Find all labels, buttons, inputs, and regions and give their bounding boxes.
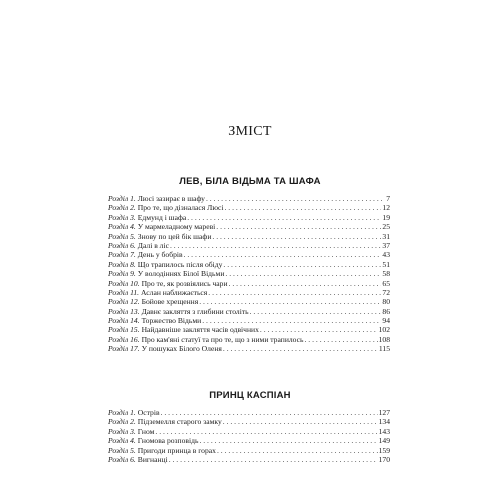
chapter-title: Гном: [137, 426, 155, 436]
dot-leader: [216, 222, 381, 231]
chapter-label: Розділ 2.: [108, 203, 136, 213]
dot-leader: [250, 307, 382, 316]
page-number: 159: [378, 445, 390, 455]
page-number: 102: [378, 325, 390, 335]
chapter-label: Розділ 13.: [108, 306, 140, 316]
page-number: 51: [382, 259, 390, 269]
dot-leader: [206, 194, 385, 203]
dot-leader: [225, 269, 381, 278]
chapter-title: Едмунд і шафа: [137, 212, 187, 222]
dot-leader: [155, 427, 377, 436]
page-number: 108: [378, 334, 390, 344]
toc-list-section-1: [108, 194, 390, 354]
page-number: 80: [382, 297, 390, 307]
chapter-label: Розділ 8.: [108, 259, 136, 269]
page-number: 115: [378, 344, 390, 354]
chapter-title: Аслан наближається: [141, 287, 208, 297]
chapter-title: Про те, що дізналася Люсі: [137, 203, 224, 213]
page-number: 143: [378, 426, 390, 436]
page-number: 37: [382, 240, 390, 250]
toc-entry: [108, 335, 390, 344]
page-number: 149: [378, 436, 390, 446]
dot-leader: [199, 436, 377, 445]
toc-entry: [108, 194, 390, 203]
toc-entry: [108, 325, 390, 334]
chapter-label: Розділ 12.: [108, 297, 140, 307]
chapter-title: Про кам'яні статуї та про те, що з ними трапилось: [141, 334, 304, 344]
toc-entry: [108, 250, 390, 259]
dot-leader: [208, 288, 381, 297]
dot-leader: [223, 344, 378, 353]
dot-leader: [305, 335, 378, 344]
chapter-title: Пригоди принца в горах: [137, 445, 216, 455]
dot-leader: [202, 316, 381, 325]
toc-entry: [108, 307, 390, 316]
chapter-label: Розділ 7.: [108, 250, 136, 260]
dot-leader: [199, 297, 381, 306]
chapter-label: Розділ 14.: [108, 316, 140, 326]
chapter-label: Розділ 16.: [108, 334, 140, 344]
chapter-label: Розділ 17.: [108, 344, 140, 354]
toc-entry: [108, 232, 390, 241]
chapter-label: Розділ 5.: [108, 231, 136, 241]
chapter-title: У мармеладному мареві: [137, 222, 216, 232]
toc-entry: [108, 297, 390, 306]
toc-list-section-2: [108, 408, 390, 464]
chapter-title: Гномова розповідь: [137, 436, 199, 446]
page-number: 25: [382, 222, 390, 232]
chapter-title: Острів: [137, 408, 160, 417]
dot-leader: [223, 260, 381, 269]
dot-leader: [212, 232, 381, 241]
page-number: 12: [382, 203, 390, 213]
chapter-title: Підземелля старого замку: [137, 417, 222, 427]
page-number: 127: [378, 408, 390, 417]
toc-entry: [108, 241, 390, 250]
dot-leader: [229, 279, 382, 288]
chapter-label: Розділ 11.: [108, 287, 140, 297]
chapter-label: Розділ 4.: [108, 436, 136, 446]
toc-entry: [108, 288, 390, 297]
chapter-title: Що трапилось після обіду: [137, 259, 223, 269]
chapter-label: Розділ 2.: [108, 417, 136, 427]
chapter-label: Розділ 5.: [108, 445, 136, 455]
dot-leader: [170, 241, 381, 250]
chapter-label: Розділ 3.: [108, 212, 136, 222]
chapter-title: У володіннях Білої Відьми: [137, 269, 225, 279]
toc-entry: [108, 260, 390, 269]
chapter-title: Знову по цей бік шафи: [137, 231, 212, 241]
chapter-label: Розділ 6.: [108, 454, 136, 464]
chapter-label: Розділ 6.: [108, 240, 136, 250]
dot-leader: [260, 325, 378, 334]
page-number: 170: [378, 454, 390, 464]
page-number: 94: [382, 316, 390, 326]
page-number: 7: [386, 194, 390, 203]
chapter-label: Розділ 1.: [108, 194, 136, 203]
page-number: 72: [382, 287, 390, 297]
toc-entry: [108, 203, 390, 212]
toc-entry: [108, 344, 390, 353]
page-number: 58: [382, 269, 390, 279]
chapter-title: Давнє закляття з глибини століть: [141, 306, 249, 316]
toc-entry: [108, 222, 390, 231]
dot-leader: [184, 250, 382, 259]
section-title-lion-witch-wardrobe: ЛЕВ, БІЛА ВІДЬМА ТА ШАФА: [179, 176, 321, 187]
toc-entry: [108, 279, 390, 288]
dot-leader: [161, 408, 378, 417]
toc-entry: [108, 446, 390, 455]
chapter-title: Торжество Відьми: [141, 316, 202, 326]
toc-entry: [108, 427, 390, 436]
toc-entry: [108, 269, 390, 278]
chapter-label: Розділ 15.: [108, 325, 140, 335]
toc-entry: [108, 408, 390, 417]
chapter-title: Найдавніше закляття часів одвічних: [141, 325, 259, 335]
page-number: 43: [382, 250, 390, 260]
dot-leader: [187, 213, 381, 222]
chapter-label: Розділ 4.: [108, 222, 136, 232]
chapter-label: Розділ 1.: [108, 408, 136, 417]
dot-leader: [225, 203, 382, 212]
page-number: 86: [382, 306, 390, 316]
chapter-title: Бойове хрещення: [141, 297, 199, 307]
toc-entry: [108, 213, 390, 222]
dot-leader: [223, 417, 378, 426]
chapter-title: Люсі зазирає в шафу: [137, 194, 205, 203]
chapter-title: Вигнанці: [137, 454, 168, 464]
chapter-title: День у бобрів: [137, 250, 183, 260]
page-number: 65: [382, 278, 390, 288]
chapter-label: Розділ 3.: [108, 426, 136, 436]
toc-entry: [108, 316, 390, 325]
page-number: 134: [378, 417, 390, 427]
toc-entry: [108, 436, 390, 445]
toc-entry: [108, 455, 390, 464]
page-number: 31: [382, 231, 390, 241]
toc-heading: ЗМІСТ: [228, 124, 272, 139]
toc-entry: [108, 417, 390, 426]
chapter-label: Розділ 10.: [108, 278, 140, 288]
chapter-title: Далі в ліс: [137, 240, 169, 250]
chapter-title: У пошуках Білого Оленя: [141, 344, 222, 354]
dot-leader: [217, 446, 378, 455]
chapter-label: Розділ 9.: [108, 269, 136, 279]
section-title-prince-caspian: ПРИНЦ КАСПІАН: [209, 390, 291, 401]
page-number: 19: [382, 212, 390, 222]
chapter-title: Про те, як розвіялись чари: [141, 278, 228, 288]
dot-leader: [169, 455, 378, 464]
